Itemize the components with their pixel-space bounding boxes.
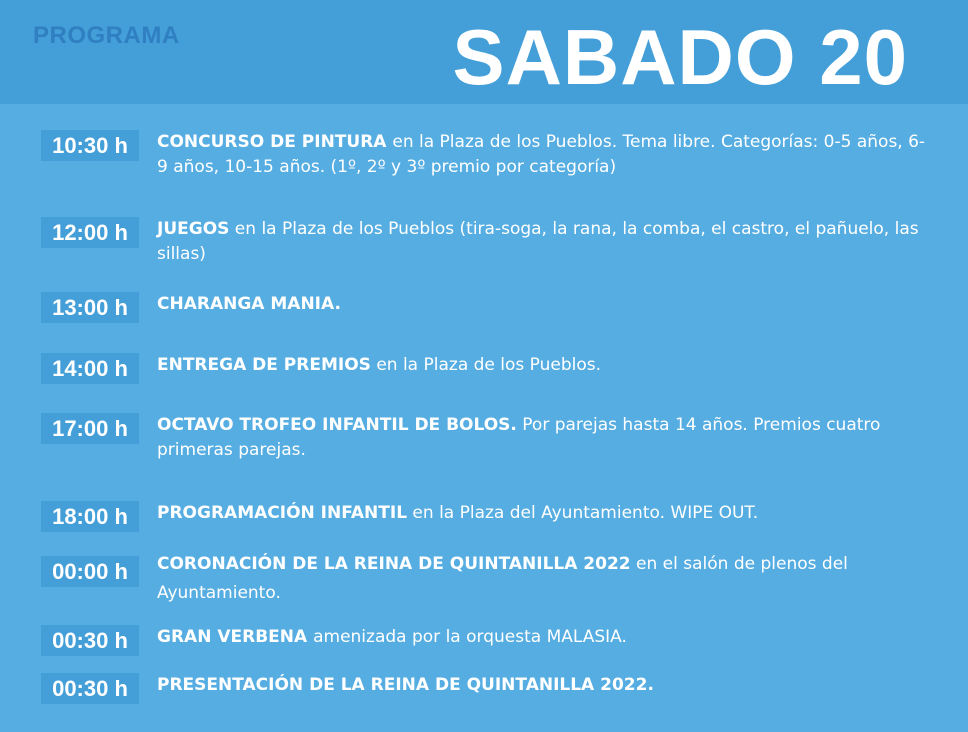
- event-title: CONCURSO DE PINTURA: [157, 132, 393, 152]
- event-title: PROGRAMACIÓN INFANTIL: [157, 503, 408, 523]
- event-description: [157, 413, 927, 463]
- event-time: 10:30 h: [41, 130, 139, 161]
- event-description: [157, 673, 927, 698]
- day-title: SABADO 20: [452, 13, 908, 101]
- event-description: [157, 550, 927, 608]
- event-description: [157, 292, 927, 317]
- event-time: 18:00 h: [41, 501, 139, 532]
- event-title: PRESENTACIÓN DE LA REINA DE QUINTANILLA 2022.: [157, 675, 654, 695]
- event-description: [157, 130, 927, 180]
- event-description: [157, 501, 927, 526]
- section-label: PROGRAMA: [33, 22, 180, 49]
- event-title: GRAN VERBENA: [157, 627, 314, 647]
- event-time: 00:30 h: [41, 673, 139, 704]
- event-details: en la Plaza del Ayuntamiento. WIPE OUT.: [407, 503, 759, 523]
- event-title: ENTREGA DE PREMIOS: [157, 355, 371, 375]
- event-details: en la Plaza de los Pueblos. Tema libre. Categorías: 0-5 años, 6-9 años, 10-15 años. (1º, 2º y 3º premio por categoría): [157, 132, 926, 177]
- event-title: OCTAVO TROFEO INFANTIL DE BOLOS.: [157, 415, 517, 435]
- event-details: amenizada por la orquesta MALASIA.: [313, 627, 627, 647]
- event-description: [157, 217, 927, 267]
- event-time: 13:00 h: [41, 292, 139, 323]
- event-details: en el salón de plenos del Ayuntamiento.: [157, 554, 848, 603]
- event-time: 17:00 h: [41, 413, 139, 444]
- event-details: Por parejas hasta 14 años. Premios cuatro primeras parejas.: [157, 415, 881, 460]
- event-details: en la Plaza de los Pueblos.: [370, 355, 602, 375]
- event-time: 00:30 h: [41, 625, 139, 656]
- event-details: en la Plaza de los Pueblos (tira-soga, la rana, la comba, el castro, el pañuelo, las sillas): [157, 219, 919, 264]
- event-title: CHARANGA MANIA.: [157, 294, 341, 314]
- event-description: [157, 625, 927, 650]
- event-time: 14:00 h: [41, 353, 139, 384]
- event-title: JUEGOS: [157, 219, 230, 239]
- header-banner: [0, 0, 968, 104]
- event-time: 12:00 h: [41, 217, 139, 248]
- event-description: [157, 353, 927, 378]
- event-title: CORONACIÓN DE LA REINA DE QUINTANILLA 2022: [157, 554, 631, 574]
- event-time: 00:00 h: [41, 556, 139, 587]
